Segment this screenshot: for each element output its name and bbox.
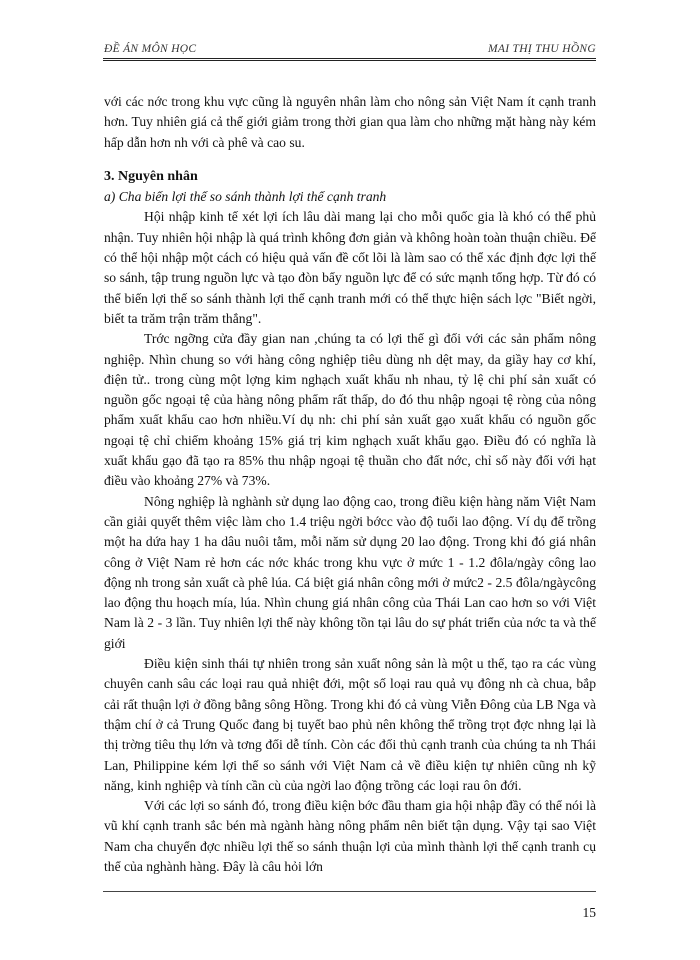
header-author: MAI THỊ THU HỒNG	[488, 43, 596, 55]
header-title: ĐỀ ÁN MÔN HỌC	[104, 43, 197, 55]
intro-paragraph: với các nớc trong khu vực cũng là nguyên nhân làm cho nông sản Việt Nam ít cạnh tranh hơn. Tuy nhiên giá cả thế giới giảm trong thời gian qua làm cho những mặt hàng này kém hấp dẫn hơn nh với cà phê và cao su.	[104, 94, 596, 150]
paragraph-integration: Hội nhập kinh tế xét lợi ích lâu dài mang lại cho mỗi quốc gia là khó có thể phủ nhận. Tuy nhiên hội nhập là quá trình không đơn giản và không hoàn toàn thuận chiều. Để có thể hội nhập một cách có hiệu quả vấn đề cốt lõi là làm sao có thể xác định đợc lợi thế so sánh, tập trung nguồn lực và tạo đòn bẩy nguồn lực để có sức mạnh tổng hợp. Từ đó có thể biến lợi thế so sánh thành lợi thế cạnh tranh mới có thể thực hiện sách lợc "Biết ngời, biết ta trăm trận trăm thắng".	[104, 209, 596, 326]
page-body	[104, 92, 596, 877]
footer-rule	[103, 891, 596, 892]
paragraph-labor: Nông nghiệp là nghành sử dụng lao động cao, trong điều kiện hàng năm Việt Nam cần giải quyết thêm việc làm cho 1.4 triệu ngời bớcc vào độ tuổi lao động. Ví dụ để trồng một ha dứa hay 1 ha dâu nuôi tằm, mỗi năm sử dụng 20 lao động. Trong khi đó giá nhân công ở Việt Nam rẻ hơn các nớc khác trong khu vực ở mức 1 - 1.2 đôla/ngày công lao động nh trong sản xuất cà phê lúa. Cá biệt giá nhân công mới ở mức2 - 2.5 đôla/ngàycông lao động thu hoạch mía, lúa. Nhìn chung giá nhân công của Thái Lan cao hơn so với Việt Nam là 2 - 3 lần. Tuy nhiên lợi thế này không tồn tại lâu do sự phát triển của nớc ta và thế giới	[104, 493, 596, 651]
page-number: 15	[582, 905, 596, 920]
section-heading: 3. Nguyên nhân	[104, 168, 198, 184]
paragraph-conclusion: Với các lợi so sánh đó, trong điều kiện bớc đầu tham gia hội nhập đầy có thể nói là vũ khí cạnh tranh sắc bén mà ngành hàng nông phẩm nên biết tận dụng. Vậy tại sao Việt Nam cha chuyển đợc nhiều lợi thế so sánh thuận lợi của mình thành lợi thế cạnh tranh cụ thể của nghành hàng. Đây là câu hỏi lớn	[104, 798, 596, 874]
subsection-heading: a) Cha biến lợi thế so sánh thành lợi thế cạnh tranh	[104, 189, 387, 205]
paragraph-ecology: Điều kiện sinh thái tự nhiên trong sản xuất nông sản là một u thế, tạo ra các vùng chuyên canh sâu các loại rau quả nhiệt đới, một số loại rau quả vụ đông nh cà chua, bắp cải rất thuận lợi ở đồng bằng sông Hồng. Trong khi đó cả vùng Viễn Đông của LB Nga và thậm chí ở cả Trung Quốc đang bị tuyết bao phủ nên không thể trồng trọt đợc nhng lại là thị trờng tiêu thụ lớn và tơng đối dễ tính. Còn các đối thủ cạnh tranh của chúng ta nh Thái Lan, Philippine kém lợi thế so sánh với Việt Nam cả về điều kiện tự nhiên cũng nh kỹ năng, kinh nghiệp và tính cần cù của ngời lao động trồng các loại rau ôn đới.	[104, 656, 596, 793]
paragraph-agri-advantage: Trớc ngỡng cửa đầy gian nan ,chúng ta có lợi thế gì đối với các sản phẩm nông nghiệp. Nhìn chung so với hàng công nghiệp tiêu dùng nh dệt may, da giầy hay cơ khí, điện tử.. trong cùng một lợng kim nghạch xuất khẩu nh nhau, tỷ lệ chi phí sản xuất có nguồn gốc ngoại tệ của hàng nông phẩm rất thấp, do đó thu nhập ngoại tệ ròng của nông phẩm xuất khẩu cao hơn nhiều.Ví dụ nh: chi phí sản xuất gạo xuất khẩu có nguồn gốc ngoại tệ chỉ chiếm khoảng 15% giá trị kim nghạch xuất khẩu gạo. Điều đó có nghĩa là xuất khẩu gạo đã tạo ra 85% thu nhập ngoại tệ thuần cho đất nớc, chỉ số này đối với hạt điều vào khoảng 27% và 73%.	[104, 331, 596, 489]
header-rule	[103, 58, 596, 61]
